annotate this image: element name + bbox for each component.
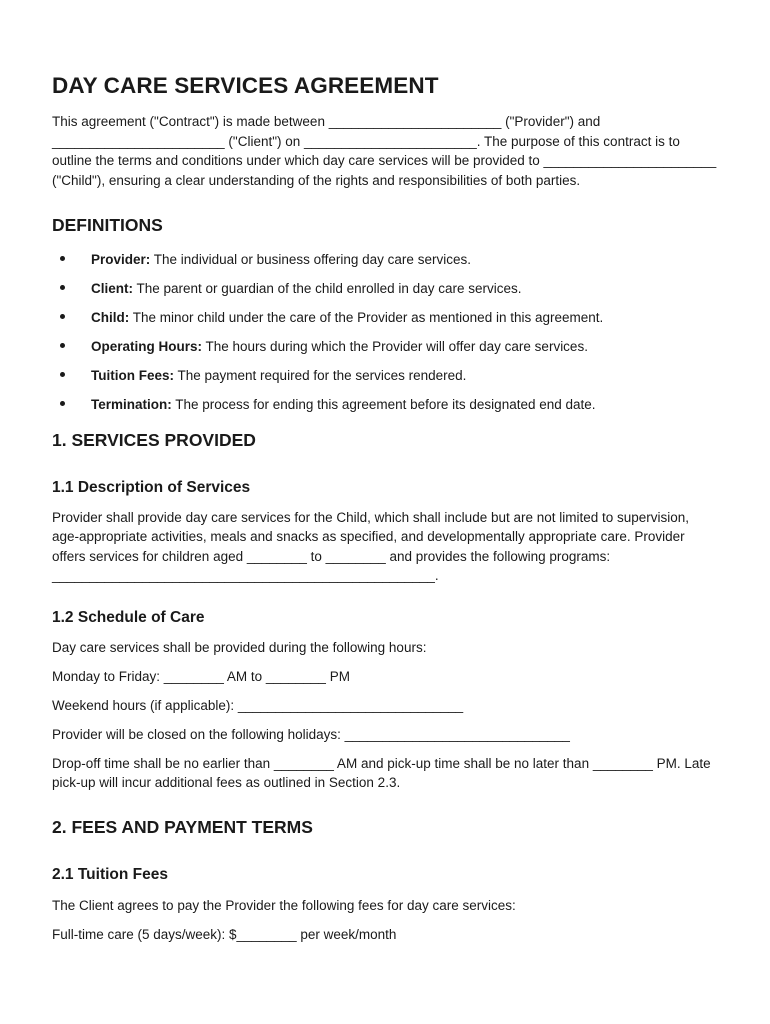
definition-term: Tuition Fees: (91, 368, 174, 384)
definition-item (52, 366, 718, 386)
bullet-icon (60, 285, 65, 290)
bullet-icon (60, 372, 65, 377)
definition-item (52, 395, 718, 415)
definition-text: The payment required for the services rendered. (174, 368, 467, 384)
bullet-icon (60, 343, 65, 348)
definition-term: Termination: (91, 397, 172, 413)
definition-term: Provider: (91, 252, 151, 267)
schedule-line: Drop-off time shall be no earlier than ________ AM and pick-up time shall be no later than ________ PM. Late pick-up will incur additional fees as outlined in Section 2.3. (52, 755, 711, 791)
description-paragraph: Provider shall provide day care services for the Child, which shall include but are not limited to supervision, age-appropriate activities, meals and snacks as specified, and developmentally appropriate care. Provider offers services for children aged ________ to ________ and provides the following programs: ___________________________________________________. (52, 509, 690, 584)
definition-item (52, 279, 718, 299)
bullet-icon (60, 256, 65, 261)
definition-text: The hours during which the Provider will offer day care services. (202, 339, 588, 355)
definition-item (52, 337, 718, 357)
description-heading: 1.1 Description of Services (52, 478, 251, 496)
definitions-list (52, 250, 718, 415)
tuition-line: Full-time care (5 days/week): $________ per week/month (52, 926, 397, 942)
definition-item (52, 308, 718, 328)
document-title: DAY CARE SERVICES AGREEMENT (52, 73, 439, 98)
schedule-line: Monday to Friday: ________ AM to ________ PM (52, 668, 350, 684)
definition-text: The individual or business offering day care services. (150, 252, 471, 267)
schedule-line: Day care services shall be provided during the following hours: (52, 639, 427, 655)
definition-term: Client: (91, 281, 133, 297)
tuition-section (52, 896, 718, 945)
schedule-line: Provider will be closed on the following holidays: ______________________________ (52, 726, 570, 742)
schedule-section (52, 638, 718, 793)
tuition-line: The Client agrees to pay the Provider the following fees for day care services: (52, 897, 516, 913)
definitions-heading: DEFINITIONS (52, 215, 163, 235)
definition-text: The process for ending this agreement before its designated end date. (171, 397, 596, 413)
intro-paragraph: This agreement ("Contract") is made between _______________________ ("Provider") and _______________________ ("Client") on _______________________. The purpose of this contract is to outline the terms and conditions under which day care services will be provided to _______________________ ("Child"), ensuring a clear understanding of the rights and responsibilities of both parties. (52, 114, 717, 188)
schedule-heading: 1.2 Schedule of Care (52, 608, 205, 626)
definition-item (52, 250, 718, 270)
bullet-icon (60, 401, 65, 406)
schedule-line: Weekend hours (if applicable): ______________________________ (52, 697, 464, 713)
definition-text: The minor child under the care of the Provider as mentioned in this agreement. (129, 310, 604, 326)
services-heading: 1. SERVICES PROVIDED (52, 429, 256, 450)
definition-text: The parent or guardian of the child enrolled in day care services. (133, 281, 522, 297)
definition-term: Child: (91, 310, 130, 326)
fees-heading: 2. FEES AND PAYMENT TERMS (52, 816, 313, 837)
tuition-heading: 2.1 Tuition Fees (52, 865, 168, 883)
definition-term: Operating Hours: (91, 339, 203, 355)
bullet-icon (60, 314, 65, 319)
